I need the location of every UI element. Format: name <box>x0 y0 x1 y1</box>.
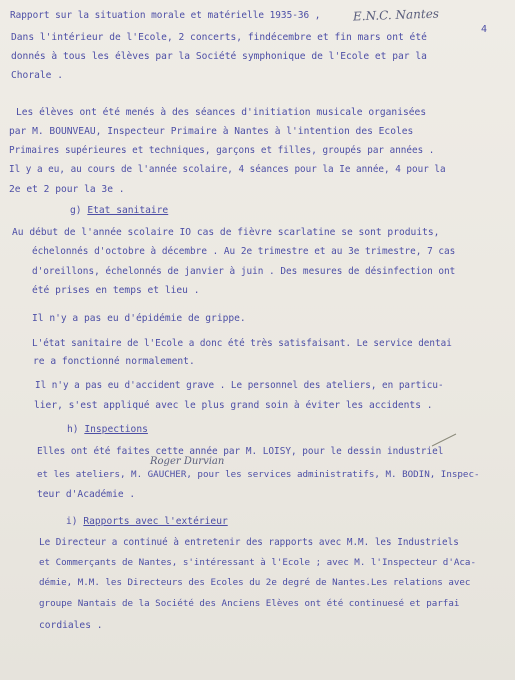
section-title: Inspections <box>84 424 148 435</box>
text-line: L'état sanitaire de l'Ecole a donc été très satisfaisant. Le service dentai <box>32 338 452 349</box>
section-heading-h <box>67 424 148 436</box>
text-line: et Commerçants de Nantes, s'intéressant à l'Ecole ; avec M. l'Inspecteur d'Aca- <box>39 557 476 568</box>
text-line: donnés à tous les élèves par la Société symphonique de l'Ecole et par la <box>11 51 427 62</box>
section-letter: h) <box>67 424 79 435</box>
text-line: lier, s'est appliqué avec le plus grand soin à éviter les accidents . <box>34 400 433 411</box>
text-line: teur d'Académie . <box>37 489 136 500</box>
section-letter: i) <box>66 516 78 527</box>
section-heading-g <box>70 205 168 217</box>
text-line: cordiales . <box>39 620 103 631</box>
text-line: Primaires supérieures et techniques, garçons et filles, groupés par années . <box>9 145 435 156</box>
text-line: Dans l'intérieur de l'Ecole, 2 concerts, findécembre et fin mars ont été <box>11 32 427 43</box>
text-line: Les élèves ont été menés à des séances d'initiation musicale organisées <box>16 107 427 118</box>
handwritten-correction: Roger Durvian <box>150 456 225 467</box>
section-title: Etat sanitaire <box>87 205 169 216</box>
handwritten-header-note: E.N.C. Nantes <box>352 6 440 24</box>
section-heading-i <box>66 516 228 528</box>
pencil-mark <box>430 430 460 450</box>
text-line: échelonnés d'octobre à décembre . Au 2e trimestre et au 3e trimestre, 7 cas <box>32 246 456 257</box>
text-line: 2e et 2 pour la 3e . <box>9 184 125 195</box>
text-line: Il n'y a pas eu d'épidémie de grippe. <box>32 313 246 324</box>
text-line: Chorale . <box>11 70 63 81</box>
section-title: Rapports avec l'extérieur <box>83 516 228 527</box>
text-line: re a fonctionné normalement. <box>33 356 195 367</box>
text-line: démie, M.M. les Directeurs des Ecoles du 2e degré de Nantes.Les relations avec <box>39 577 471 588</box>
text-line: et les ateliers, M. GAUCHER, pour les services administratifs, M. BODIN, Inspec- <box>37 469 480 480</box>
text-line: d'oreillons, échelonnés de janvier à juin . Des mesures de désinfection ont <box>32 266 456 277</box>
text-line: Elles ont été faites cette année par M. LOISY, pour le dessin industriel <box>37 446 444 457</box>
page-number: 4 <box>481 24 488 35</box>
text-line: Il n'y a pas eu d'accident grave . Le personnel des ateliers, en particu- <box>35 380 444 391</box>
text-line: groupe Nantais de la Société des Anciens Elèves ont été continuesé et parfai <box>39 598 460 609</box>
text-line: Il y a eu, au cours de l'année scolaire, 4 séances pour la Ie année, 4 pour la <box>9 164 446 175</box>
text-line: été prises en temps et lieu . <box>32 285 200 296</box>
text-line: Le Directeur a continué à entretenir des rapports avec M.M. les Industriels <box>39 537 459 548</box>
text-line: par M. BOUNVEAU, Inspecteur Primaire à Nantes à l'intention des Ecoles <box>9 126 414 137</box>
header-line: Rapport sur la situation morale et matérielle 1935-36 , <box>10 10 321 21</box>
section-letter: g) <box>70 205 82 216</box>
text-line: Au début de l'année scolaire IO cas de fièvre scarlatine se sont produits, <box>12 227 440 238</box>
